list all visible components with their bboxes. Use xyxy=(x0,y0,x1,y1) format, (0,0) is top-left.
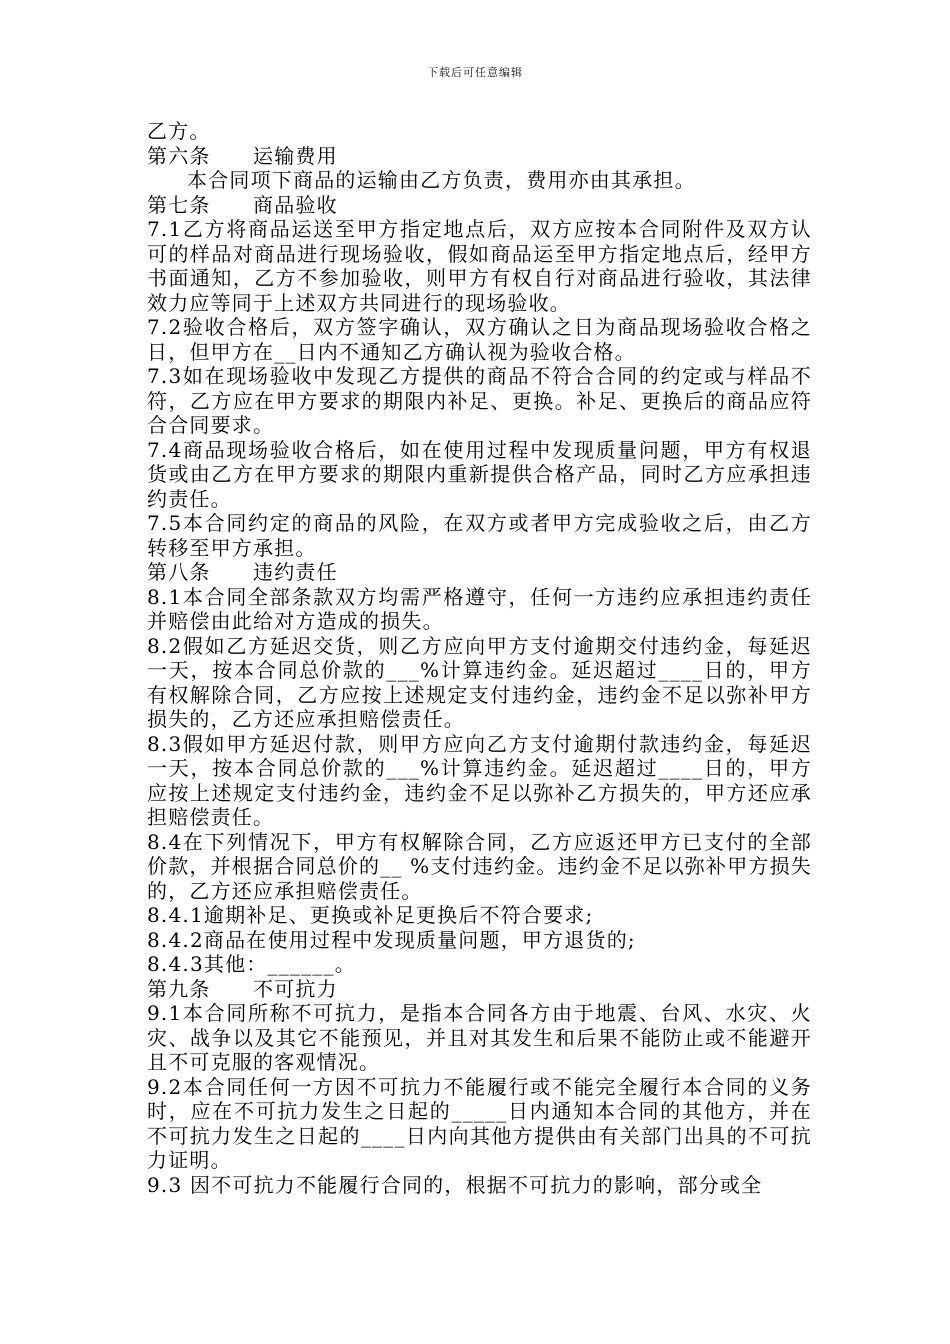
clause: 7.3如在现场验收中发现乙方提供的商品不符合合同的约定或与样品不符，乙方应在甲方要求的期限内补足、更换。补足、更换后的商品应符合合同要求。 xyxy=(147,364,812,437)
paragraph: 本合同项下商品的运输由乙方负责，费用亦由其承担。 xyxy=(187,168,696,192)
page-header: 下载后可任意编辑 xyxy=(427,66,523,79)
clause: 7.1乙方将商品运送至甲方指定地点后，双方应按本合同附件及双方认可的样品对商品进行现场验收，假如商品运至甲方指定地点后，经甲方书面通知，乙方不参加验收，则甲方有权自行对商品进行验收，其法律效力应等同于上述双方共同进行的现场验收。 xyxy=(147,217,812,315)
clause: 8.4.2商品在使用过程中发现质量问题，甲方退货的; xyxy=(147,927,636,952)
clause: 8.2假如乙方延迟交货，则乙方应向甲方支付逾期交付违约金，每延迟一天，按本合同总价款的___%计算违约金。延迟超过____日的，甲方有权解除合同，乙方应按上述规定支付违约金，违约金不足以弥补甲方损失的，乙方还应承担赔偿责任。 xyxy=(147,633,812,731)
clause: 8.4在下列情况下，甲方有权解除合同，乙方应返还甲方已支付的全部价款，并根据合同总价的__ %支付违约金。违约金不足以弥补甲方损失的，乙方还应承担赔偿责任。 xyxy=(147,829,812,903)
clause: 9.3 因不可抗力不能履行合同的，根据不可抗力的影响，部分或全 xyxy=(147,1172,763,1197)
section-heading: 第八条 违约责任 xyxy=(147,560,338,584)
clause: 8.4.1逾期补足、更换或补足更换后不符合要求; xyxy=(147,903,594,927)
clause: 7.2验收合格后，双方签字确认，双方确认之日为商品现场验收合格之日，但甲方在__日内不通知乙方确认视为验收合格。 xyxy=(147,315,812,364)
section-heading: 第七条 商品验收 xyxy=(147,192,338,217)
clause: 7.5本合同约定的商品的风险，在双方或者甲方完成验收之后，由乙方转移至甲方承担。 xyxy=(147,511,812,560)
clause: 9.1本合同所称不可抗力，是指本合同各方由于地震、台风、水灾、火灾、战争以及其它不能预见，并且对其发生和后果不能防止或不能避开且不可克服的客观情况。 xyxy=(147,1001,812,1074)
section-heading: 第九条 不可抗力 xyxy=(147,976,338,1001)
section-heading: 第六条 运输费用 xyxy=(147,143,338,168)
clause: 7.4商品现场验收合格后，如在使用过程中发现质量问题，甲方有权退货或由乙方在甲方要求的期限内重新提供合格产品，同时乙方应承担违约责任。 xyxy=(147,437,812,511)
clause: 8.1本合同全部条款双方均需严格遵守，任何一方违约应承担违约责任并赔偿由此给对方造成的损失。 xyxy=(147,584,812,633)
clause: 8.3假如甲方延迟付款，则甲方应向乙方支付逾期付款违约金，每延迟一天，按本合同总价款的___%计算违约金。延迟超过____日的，甲方应按上述规定支付违约金，违约金不足以弥补乙方损失的，甲方还应承担赔偿责任。 xyxy=(147,731,812,829)
document-body xyxy=(147,119,812,1197)
clause: 8.4.3其他：______。 xyxy=(147,952,356,976)
paragraph: 乙方。 xyxy=(147,119,211,143)
clause: 9.2本合同任何一方因不可抗力不能履行或不能完全履行本合同的义务时，应在不可抗力发生之日起的_____日内通知本合同的其他方，并在不可抗力发生之日起的____日内向其他方提供由有关部门出具的不可抗力证明。 xyxy=(147,1074,812,1172)
